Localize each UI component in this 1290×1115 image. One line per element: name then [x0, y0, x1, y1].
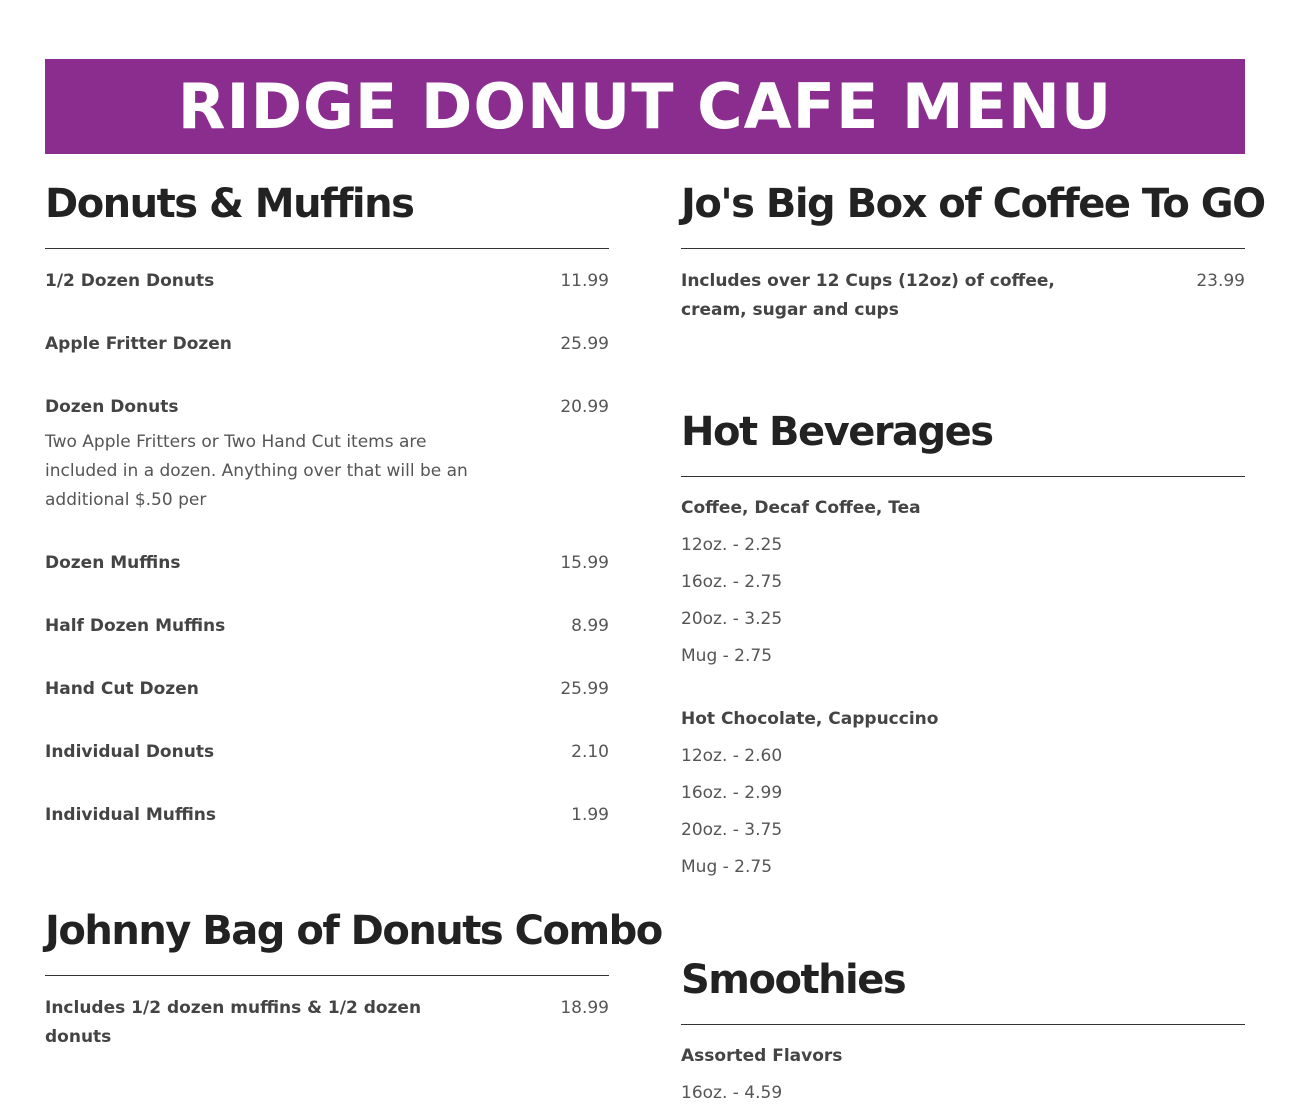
section-title: Donuts & Muffins	[45, 181, 414, 227]
menu-item	[45, 267, 609, 296]
menu-banner	[45, 59, 1245, 154]
item-price: 23.99	[1196, 271, 1245, 291]
menu-item	[45, 330, 609, 359]
menu-item	[45, 393, 609, 422]
smoothie-group	[681, 1045, 1245, 1104]
donuts-muffins-section	[45, 180, 609, 830]
menu-item	[45, 994, 609, 1052]
menu-item	[45, 738, 609, 767]
section-title: Jo's Big Box of Coffee To GO	[681, 181, 1265, 227]
size-price: 12oz. - 2.60	[681, 746, 783, 766]
menu-title: RIDGE DONUT CAFE MENU	[177, 70, 1113, 143]
item-price: 25.99	[560, 679, 609, 699]
size-price: 20oz. - 3.25	[681, 609, 783, 629]
section-title: Smoothies	[681, 957, 906, 1003]
menu-item	[45, 675, 609, 704]
section-title: Hot Beverages	[681, 409, 993, 455]
right-column	[681, 180, 1265, 1104]
item-name: Dozen Donuts	[45, 397, 179, 417]
item-price: 20.99	[560, 397, 609, 417]
item-name: Individual Muffins	[45, 805, 217, 825]
item-price: 11.99	[560, 271, 609, 291]
hot-beverages-section	[681, 408, 1245, 878]
section-divider	[45, 975, 609, 976]
section-divider	[45, 248, 609, 249]
item-price: 1.99	[571, 805, 609, 825]
item-description: Two Apple Fritters or Two Hand Cut items are included in a dozen. Anything over that will be an additional $.50 per	[45, 432, 468, 510]
size-price: 12oz. - 2.25	[681, 535, 783, 555]
section-divider	[681, 248, 1245, 249]
item-price: 8.99	[571, 616, 609, 636]
item-name: Individual Donuts	[45, 742, 215, 762]
item-name: Includes 1/2 dozen muffins & 1/2 dozen donuts	[45, 998, 422, 1047]
size-price: Mug - 2.75	[681, 646, 773, 666]
combo-section	[45, 907, 662, 1052]
menu-item	[45, 801, 609, 830]
menu-item	[45, 612, 609, 641]
item-name: Apple Fritter Dozen	[45, 334, 232, 354]
item-price: 18.99	[560, 998, 609, 1018]
size-price: 16oz. - 2.99	[681, 783, 783, 803]
item-name: Hand Cut Dozen	[45, 679, 199, 699]
size-price: Mug - 2.75	[681, 857, 773, 877]
item-price: 25.99	[560, 334, 609, 354]
size-price: 16oz. - 2.75	[681, 572, 783, 592]
size-price: 20oz. - 3.75	[681, 820, 783, 840]
group-name: Hot Chocolate, Cappuccino	[681, 709, 939, 729]
group-name: Coffee, Decaf Coffee, Tea	[681, 498, 921, 518]
beverage-group	[681, 708, 1245, 878]
smoothies-section	[681, 956, 1245, 1104]
item-price: 15.99	[560, 553, 609, 573]
coffee-box-section	[681, 180, 1265, 325]
group-name: Assorted Flavors	[681, 1046, 843, 1066]
menu-item	[45, 549, 609, 578]
menu-item	[681, 267, 1245, 325]
item-price: 2.10	[571, 742, 609, 762]
section-title: Johnny Bag of Donuts Combo	[45, 908, 662, 954]
item-name: Includes over 12 Cups (12oz) of coffee, cream, sugar and cups	[681, 271, 1055, 320]
item-name: 1/2 Dozen Donuts	[45, 271, 215, 291]
item-name: Dozen Muffins	[45, 553, 181, 573]
item-name: Half Dozen Muffins	[45, 616, 226, 636]
section-divider	[681, 476, 1245, 477]
size-price: 16oz. - 4.59	[681, 1083, 783, 1103]
left-column	[45, 180, 662, 1052]
beverage-group	[681, 497, 1245, 667]
section-divider	[681, 1024, 1245, 1025]
